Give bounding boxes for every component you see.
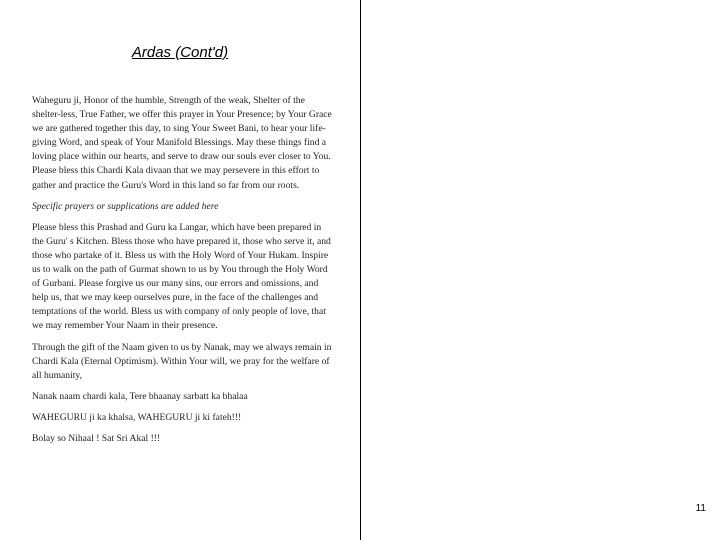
page-title: Ardas (Cont'd) xyxy=(131,44,229,61)
paragraph-nanak-naam: Nanak naam chardi kala, Tere bhaanay sarbatt ka bhalaa xyxy=(32,390,248,402)
paragraph-jaikara: Bolay so Nihaal ! Sat Sri Akal !!! xyxy=(32,432,161,444)
paragraph-supplications-note: Specific prayers or supplications are added here xyxy=(32,200,219,212)
prayer-text xyxy=(32,94,332,453)
page-number: 11 xyxy=(695,503,706,514)
paragraph-naam-gift: Through the gift of the Naam given to us by Nanak, may we always remain in Chardi Kala (Eternal Optimism). Within Your will, we pray for the welfare of all humanity, xyxy=(32,341,332,381)
paragraph-waheguru-fateh: WAHEGURU ji ka khalsa, WAHEGURU ji ki fateh!!! xyxy=(32,411,242,423)
paragraph-opening-prayer: Waheguru ji, Honor of the humble, Strength of the weak, Shelter of the shelter-less, True Father, we offer this prayer in Your Presence; by Your Grace we are gathered together this day, to sing Your Sweet Bani, to hear your life-giving Word, and speak of Your Manifold Blessings. May these things find a loving place within our hearts, and serve to draw our souls ever closer to You. Please bless this Chardi Kala divaan that we may persevere in this effort to gather and practice the Guru's Word in this land so far from our roots. xyxy=(32,95,332,191)
paragraph-prashad-blessing: Please bless this Prashad and Guru ka Langar, which have been prepared in the Guru' s Kitchen. Bless those who have prepared it, those who serve it, and those who partake of it. Bless us with the Holy Word of Your Hukam. Inspire us to walk on the path of Gurmat shown to us by You through the Holy Word of Gurbani. Please forgive us our many sins, our errors and omissions, and help us, that we may keep ourselves pure, in the face of the challenges and temptations of the world. Bless us with company of only people of love, that we may remember Your Naam in their presence. xyxy=(32,221,331,332)
right-page xyxy=(361,0,720,540)
